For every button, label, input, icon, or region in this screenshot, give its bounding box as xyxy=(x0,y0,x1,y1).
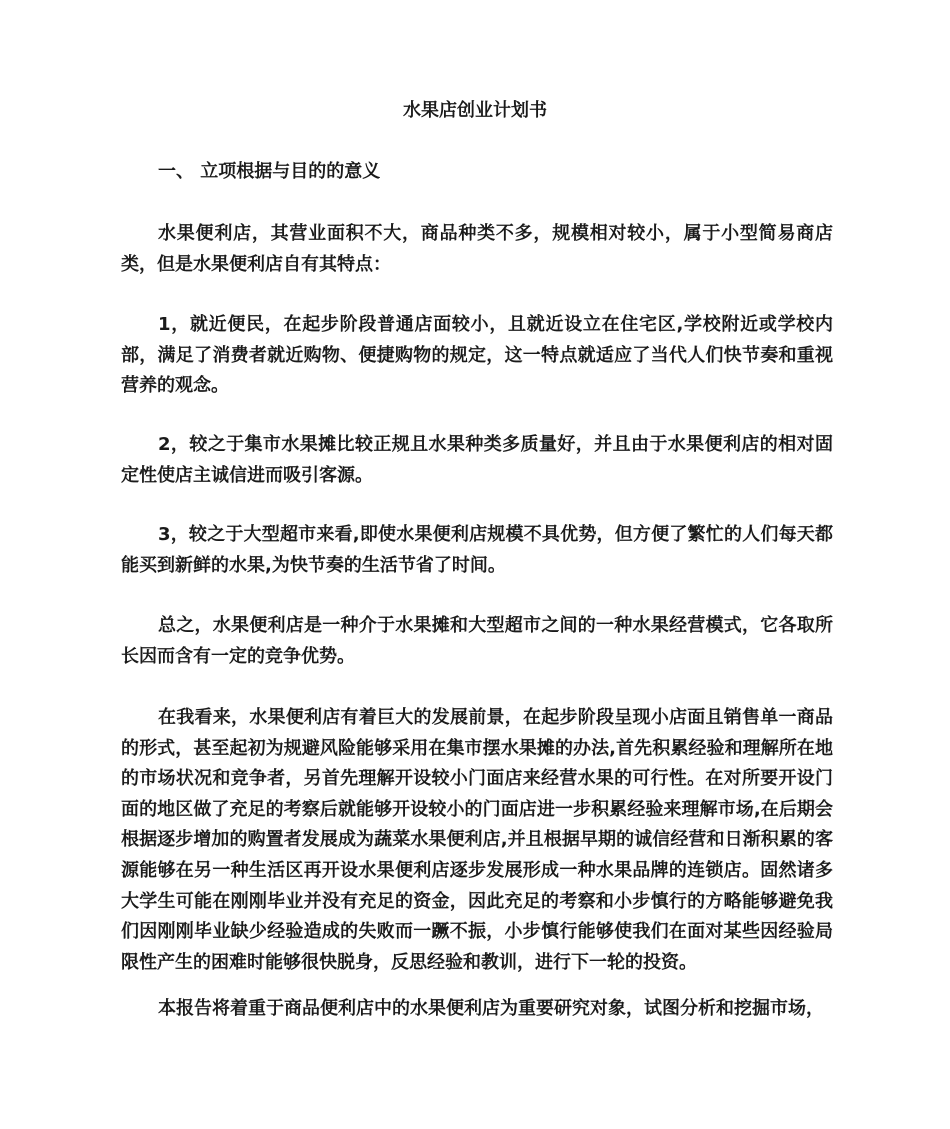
paragraph-point-1: 1，就近便民，在起步阶段普通店面较小，且就近设立在住宅区,学校附近或学校内部，满足了消费者就近购物、便捷购物的规定，这一特点就适应了当代人们快节奏和重视营养的观念。 xyxy=(121,314,833,397)
paragraph-point-2: 2，较之于集市水果摊比较正规且水果种类多质量好，并且由于水果便利店的相对固定性使店主诚信进而吸引客源。 xyxy=(121,434,833,486)
section-heading: 一、 立项根据与目的的意义 xyxy=(158,161,381,182)
document-title: 水果店创业计划书 xyxy=(403,100,547,121)
paragraph-intro: 水果便利店，其营业面积不大，商品种类不多，规模相对较小，属于小型简易商店类，但是水果便利店自有其特点： xyxy=(121,223,833,275)
paragraph-summary: 总之，水果便利店是一种介于水果摊和大型超市之间的一种水果经营模式，它各取所长因而含有一定的竞争优势。 xyxy=(121,615,833,667)
paragraph-report-focus: 本报告将着重于商品便利店中的水果便利店为重要研究对象，试图分析和挖掘市场， xyxy=(158,998,824,1019)
paragraph-outlook: 在我看来，水果便利店有着巨大的发展前景，在起步阶段呈现小店面且销售单一商品的形式，甚至起初为规避风险能够采用在集市摆水果摊的办法,首先积累经验和理解所在地的市场状况和竞争者，另首先理解开设较小门面店来经营水果的可行性。在对所要开设门面的地区做了充足的考察后就能够开设较小的门面店进一步积累经验来理解市场,在后期会根据逐步增加的购置者发展成为蔬菜水果便利店,并且根据早期的诚信经营和日渐积累的客源能够在另一种生活区再开设水果便利店逐步发展形成一种水果品牌的连锁店。固然诸多大学生可能在刚刚毕业并没有充足的资金，因此充足的考察和小步慎行的方略能够避免我们因刚刚毕业缺少经验造成的失败而一蹶不振，小步慎行能够使我们在面对某些因经验局限性产生的困难时能够很快脱身，反思经验和教训，进行下一轮的投资。 xyxy=(121,707,833,973)
paragraph-point-3: 3，较之于大型超市来看,即使水果便利店规模不具优势，但方便了繁忙的人们每天都能买到新鲜的水果,为快节奏的生活节省了时间。 xyxy=(121,524,833,576)
